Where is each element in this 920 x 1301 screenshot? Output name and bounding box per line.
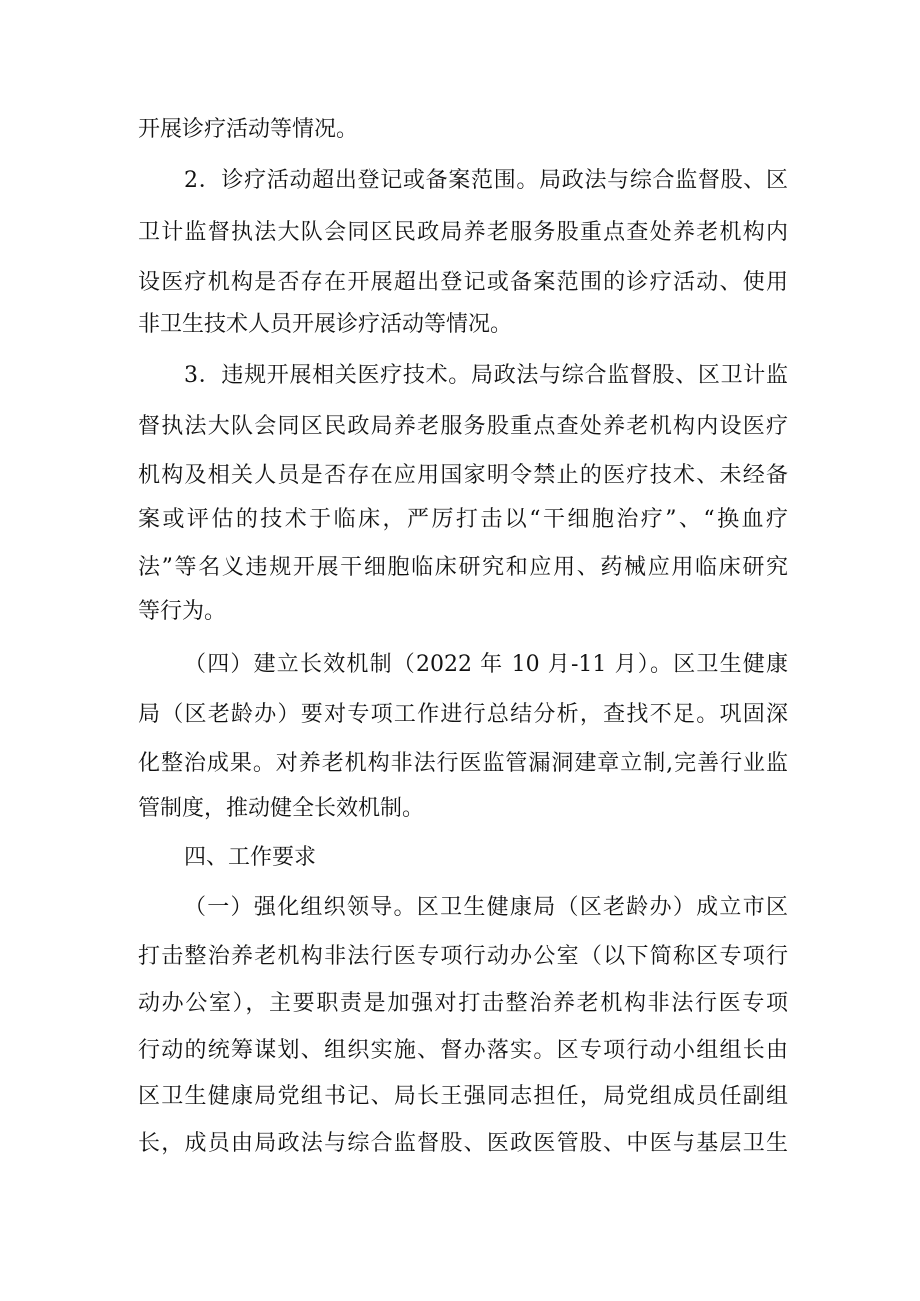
section-heading: 四、工作要求 <box>184 845 317 870</box>
text-line: 案或评估的技术于临床，严厉打击以“干细胞治疗”、“换血疗 <box>138 507 788 532</box>
text-line: 长，成员由局政法与综合监督股、医政医管股、中医与基层卫生 <box>138 1131 788 1156</box>
text-line: 打击整治养老机构非法行医专项行动办公室（以下简称区专项行 <box>138 944 788 969</box>
text-line: 卫计监督执法大队会同区民政局养老服务股重点查处养老机构内 <box>138 220 788 245</box>
text-line: 化整治成果。对养老机构非法行医监管漏洞建章立制,完善行业监 <box>138 751 788 776</box>
text-line: 设医疗机构是否存在开展超出登记或备案范围的诊疗活动、使用 <box>138 270 788 295</box>
text-line: 等行为。 <box>138 599 227 624</box>
text-line: （四）建立长效机制（2022 年 10 月-11 月）。区卫生健康 <box>184 652 788 677</box>
text-line: 法”等名义违规开展干细胞临床研究和应用、药械应用临床研究 <box>138 555 788 580</box>
text-line: 非卫生技术人员开展诊疗活动等情况。 <box>138 312 513 337</box>
text-line: 机构及相关人员是否存在应用国家明令禁止的医疗技术、未经备 <box>138 463 788 488</box>
text-line: 管制度，推动健全长效机制。 <box>138 796 425 821</box>
text-line: 区卫生健康局党组书记、局长王强同志担任，局党组成员任副组 <box>138 1084 788 1109</box>
text-line: 动办公室），主要职责是加强对打击整治养老机构非法行医专项 <box>138 991 788 1016</box>
text-line: 行动的统筹谋划、组织实施、督办落实。区专项行动小组组长由 <box>138 1038 788 1063</box>
text-line: 局（区老龄办）要对专项工作进行总结分析，查找不足。巩固深 <box>138 702 788 727</box>
text-line: 2．诊疗活动超出登记或备案范围。局政法与综合监督股、区 <box>184 168 788 193</box>
text-line: 督执法大队会同区民政局养老服务股重点查处养老机构内设医疗 <box>138 414 788 439</box>
text-line: （一）强化组织领导。区卫生健康局（区老龄办）成立市区 <box>184 895 788 920</box>
text-line: 开展诊疗活动等情况。 <box>138 117 359 142</box>
text-line: 3．违规开展相关医疗技术。局政法与综合监督股、区卫计监 <box>184 363 788 388</box>
